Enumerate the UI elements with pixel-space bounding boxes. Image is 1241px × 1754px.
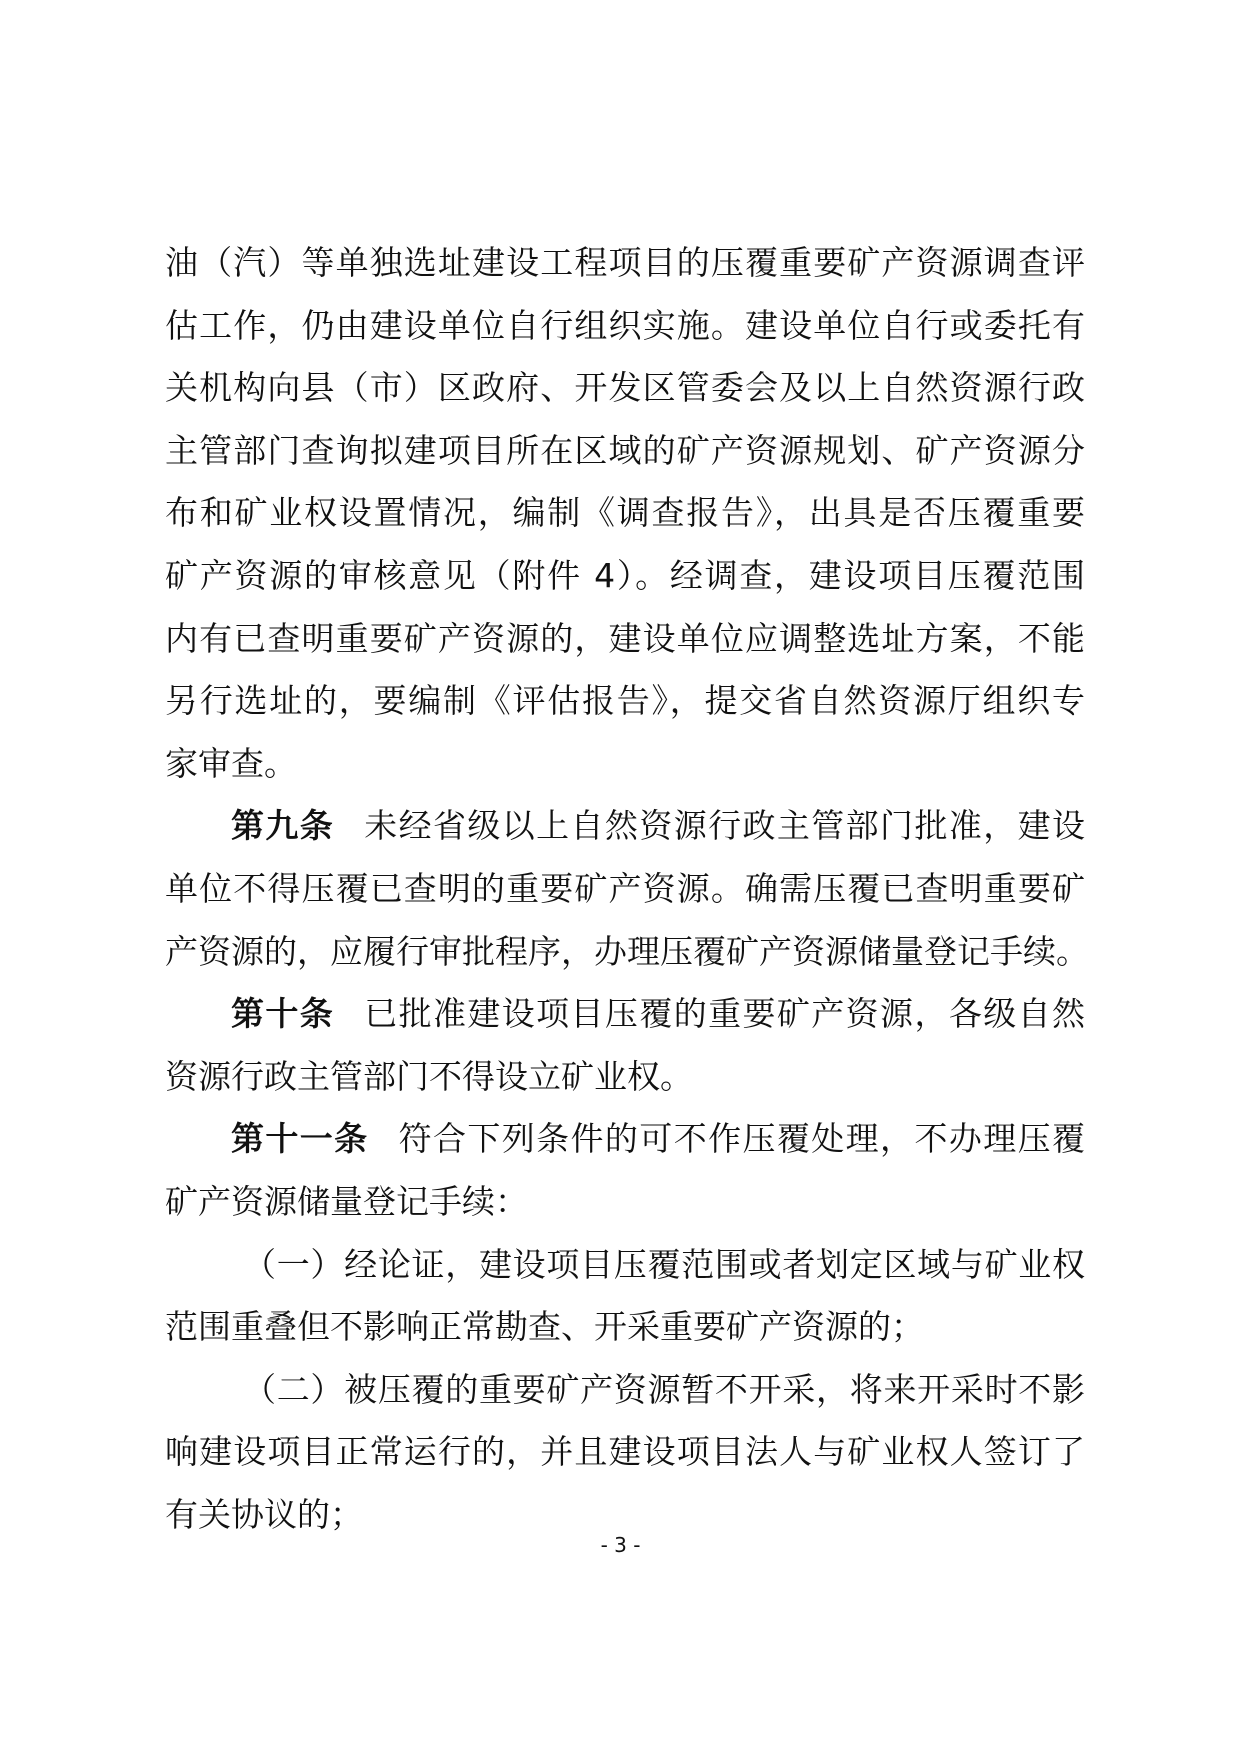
text-line: 矿产资源储量登记手续： xyxy=(165,1181,528,1221)
article-11 xyxy=(165,1108,1085,1233)
text-line: 关机构向县（市）区政府、开发区管委会及以上自然资源行政 xyxy=(165,368,1085,408)
text-line: 油（汽）等单独选址建设工程项目的压覆重要矿产资源调查评 xyxy=(165,243,1085,282)
document-body xyxy=(165,232,1089,1546)
text-line: 有关协议的； xyxy=(165,1494,363,1534)
text-line xyxy=(165,1108,1085,1171)
text-line xyxy=(165,795,1085,858)
text-line: 矿产资源的审核意见（附件 4）。经调查，建设项目压覆范围 xyxy=(165,555,1085,595)
text-line: 主管部门查询拟建项目所在区域的矿产资源规划、矿产资源分 xyxy=(165,430,1085,470)
text-line: 单位不得压覆已查明的重要矿产资源。确需压覆已查明重要矿 xyxy=(165,868,1085,908)
text-line: 估工作，仍由建设单位自行组织实施。建设单位自行或委托有 xyxy=(165,305,1085,345)
article-text: 符合下列条件的可不作压覆处理，不办理压覆 xyxy=(398,1119,1086,1159)
text-line: （一）经论证，建设项目压覆范围或者划定区域与矿业权 xyxy=(243,1244,1085,1284)
text-line: 资源行政主管部门不得设立矿业权。 xyxy=(165,1056,693,1096)
text-line: （二）被压覆的重要矿产资源暂不开采，将来开采时不影 xyxy=(243,1369,1085,1409)
text-line: 响建设项目正常运行的，并且建设项目法人与矿业权人签订了 xyxy=(165,1432,1085,1472)
article-heading: 第九条 xyxy=(231,806,335,846)
text-line xyxy=(165,983,1085,1046)
text-line: 布和矿业权设置情况，编制《调查报告》，出具是否压覆重要 xyxy=(165,493,1085,533)
text-line: 范围重叠但不影响正常勘查、开采重要矿产资源的； xyxy=(165,1307,924,1347)
article-10 xyxy=(165,983,1085,1108)
article-heading: 第十条 xyxy=(231,994,335,1034)
text-line: 产资源的，应履行审批程序，办理压覆矿产资源储量登记手续。 xyxy=(165,931,1089,971)
clause-1 xyxy=(165,1234,1085,1359)
page-number: - 3 - xyxy=(600,1533,641,1557)
article-text: 未经省级以上自然资源行政主管部门批准，建设 xyxy=(364,806,1086,846)
article-heading: 第十一条 xyxy=(231,1119,369,1159)
clause-2 xyxy=(165,1359,1085,1547)
article-9 xyxy=(165,795,1089,983)
text-line: 另行选址的，要编制《评估报告》，提交省自然资源厅组织专 xyxy=(165,681,1085,721)
text-line: 内有已查明重要矿产资源的，建设单位应调整选址方案，不能 xyxy=(165,618,1085,658)
paragraph-survey xyxy=(165,232,1085,795)
article-text: 已批准建设项目压覆的重要矿产资源，各级自然 xyxy=(364,994,1086,1034)
text-line: 家审查。 xyxy=(165,743,297,783)
